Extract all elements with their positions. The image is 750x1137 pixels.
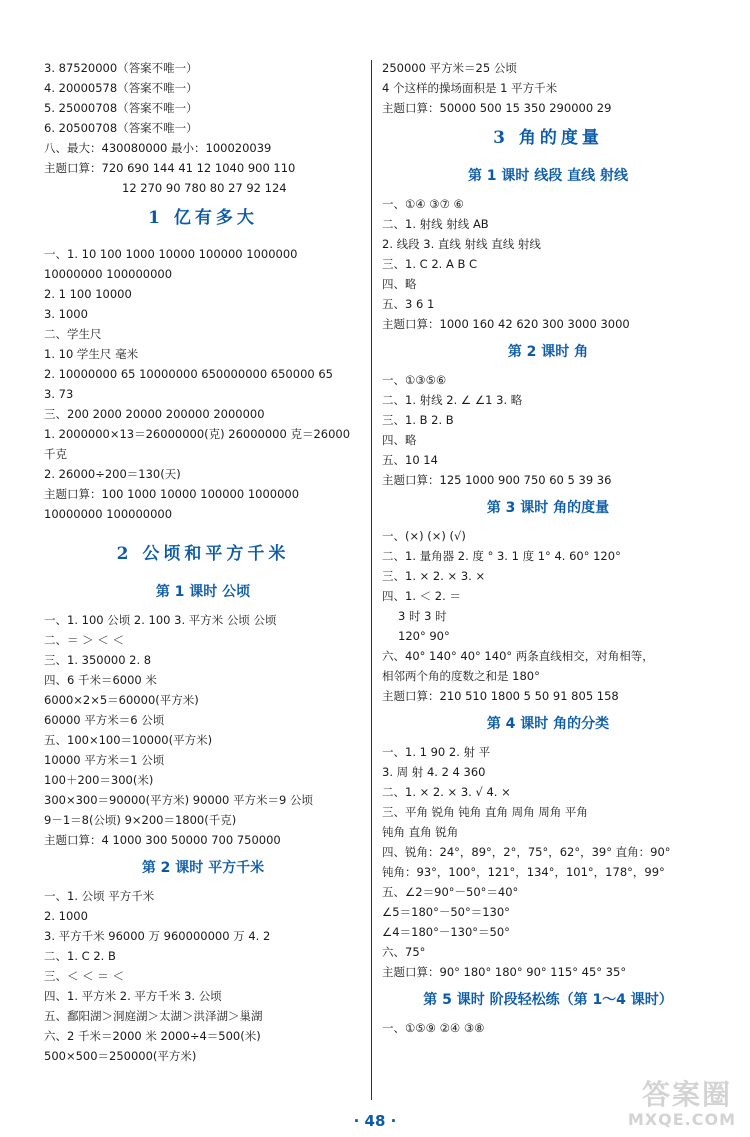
answer-line: 主题口算：1000 160 42 620 300 3000 3000 xyxy=(382,317,630,331)
answer-line: 二、1. 量角器 2. 度 ° 3. 1 度 1° 4. 60° 120° xyxy=(382,549,621,563)
answer-line: 3. 87520000（答案不唯一） xyxy=(44,61,198,75)
answer-line: 10000000 100000000 xyxy=(44,267,173,281)
unit-1-title: 1 亿有多大 xyxy=(148,208,258,228)
answer-line: 3. 1000 xyxy=(44,307,88,321)
answer-line: 三、200 2000 20000 200000 2000000 xyxy=(44,407,265,421)
answer-line: 120° 90° xyxy=(398,629,450,643)
answer-line: 6. 20500708（答案不唯一） xyxy=(44,121,198,135)
answer-line: 主题口算：4 1000 300 50000 700 750000 xyxy=(44,833,281,847)
answer-line: 四、锐角：24°，89°，2°，75°，62°，39° 直角：90° xyxy=(382,845,671,859)
answer-line: 60000 平方米＝6 公顷 xyxy=(44,713,165,727)
answer-line: 二、＝ ＞ ＜ ＜ xyxy=(44,633,124,647)
lesson-title: 第 2 课时 角 xyxy=(507,344,589,360)
answer-line: 二、学生尺 xyxy=(44,327,102,341)
answer-line: 三、1. B 2. B xyxy=(382,413,454,427)
answer-line: 三、1. C 2. A B C xyxy=(382,257,478,271)
answer-line: 主题口算：210 510 1800 5 50 91 805 158 xyxy=(382,689,619,703)
answer-line: 一、(×) (×) (√) xyxy=(382,529,466,543)
answer-line: 3. 平方千米 96000 万 960000000 万 4. 2 xyxy=(44,929,271,943)
answer-line: 五、3 6 1 xyxy=(382,297,435,311)
answer-line: 9－1＝8(公顷) 9×200＝1800(千克) xyxy=(44,813,237,827)
answer-line: 一、①③⑤⑥ xyxy=(382,373,447,387)
answer-line: 3. 73 xyxy=(44,387,74,401)
answer-line: 二、1. × 2. × 3. √ 4. × xyxy=(382,785,511,799)
answer-line: 相邻两个角的度数之和是 180° xyxy=(382,669,540,683)
lesson-title: 第 2 课时 平方千米 xyxy=(141,860,265,876)
lesson-title: 第 1 课时 线段 直线 射线 xyxy=(467,168,629,184)
answer-line: 二、1. C 2. B xyxy=(44,949,116,963)
answer-line: 钝角：93°，100°，121°，134°，101°，178°，99° xyxy=(382,865,665,879)
left-column xyxy=(44,58,362,1066)
answer-line: 1. 10 学生尺 毫米 xyxy=(44,347,139,361)
answer-line: 四、1. ＜ 2. ＝ xyxy=(382,589,461,603)
answer-line: 六、2 千米＝2000 米 2000÷4＝500(米) xyxy=(44,1029,261,1043)
answer-line: 五、鄱阳湖＞洞庭湖＞太湖＞洪泽湖＞巢湖 xyxy=(44,1009,263,1023)
answer-line: 250000 平方米＝25 公顷 xyxy=(382,61,517,75)
answer-line: 10000000 100000000 xyxy=(44,507,173,521)
answer-line: 6000×2×5＝60000(平方米) xyxy=(44,693,199,707)
answer-line: 2. 1 100 10000 xyxy=(44,287,132,301)
answer-line: 五、10 14 xyxy=(382,453,438,467)
answer-line: 500×500＝250000(平方米) xyxy=(44,1049,197,1063)
answer-line: 100＋200＝300(米) xyxy=(44,773,154,787)
answer-line: 4 个这样的操场面积是 1 平方千米 xyxy=(382,81,558,95)
answer-line: 钝角 直角 锐角 xyxy=(382,825,459,839)
answer-line: ∠4＝180°－130°＝50° xyxy=(382,925,510,939)
lesson-title: 第 4 课时 角的分类 xyxy=(486,716,610,732)
answer-line: 三、1. 350000 2. 8 xyxy=(44,653,152,667)
answer-line: 千克 xyxy=(44,447,67,461)
answer-line: 三、1. × 2. × 3. × xyxy=(382,569,486,583)
answer-line: 三、平角 锐角 钝角 直角 周角 周角 平角 xyxy=(382,805,588,819)
answer-line: 主题口算：125 1000 900 750 60 5 39 36 xyxy=(382,473,612,487)
answer-line: 主题口算：50000 500 15 350 290000 29 xyxy=(382,101,612,115)
answer-line: 一、①⑤⑨ ②④ ③⑧ xyxy=(382,1021,485,1035)
answer-line: ∠5＝180°－50°＝130° xyxy=(382,905,510,919)
answer-line: 3 时 3 时 xyxy=(398,609,447,623)
lesson-title: 第 5 课时 阶段轻松练（第 1～4 课时） xyxy=(423,992,673,1008)
answer-line: 四、略 xyxy=(382,433,417,447)
answer-line: 一、1. 100 公顷 2. 100 3. 平方米 公顷 公顷 xyxy=(44,613,277,627)
answer-line: 二、1. 射线 2. ∠ ∠1 3. 略 xyxy=(382,393,523,407)
answer-line: 五、∠2＝90°－50°＝40° xyxy=(382,885,519,899)
watermark-text: 答案圈 xyxy=(641,1078,732,1111)
answer-line: 六、75° xyxy=(382,945,426,959)
answer-line: 四、6 千米＝6000 米 xyxy=(44,673,157,687)
lesson-title: 第 3 课时 角的度量 xyxy=(486,500,610,516)
lesson-title: 第 1 课时 公顷 xyxy=(155,584,251,600)
right-column xyxy=(382,58,714,1038)
answer-line: 一、1. 公顷 平方千米 xyxy=(44,889,155,903)
answer-line: 六、40° 140° 40° 140° 两条直线相交，对角相等， xyxy=(382,649,654,663)
watermark-logo xyxy=(602,1073,742,1131)
answer-line: 4. 20000578（答案不唯一） xyxy=(44,81,198,95)
answer-line: 12 270 90 780 80 27 92 124 xyxy=(122,181,287,195)
answer-line: 五、100×100＝10000(平方米) xyxy=(44,733,213,747)
answer-line: 一、①④ ③⑦ ⑥ xyxy=(382,197,464,211)
answer-line: 2. 1000 xyxy=(44,909,88,923)
answer-line: 10000 平方米＝1 公顷 xyxy=(44,753,165,767)
column-divider xyxy=(371,60,372,1100)
answer-line: 2. 10000000 65 10000000 650000000 650000 65 xyxy=(44,367,333,381)
answer-line: 主题口算：100 1000 10000 100000 1000000 xyxy=(44,487,300,501)
answer-line: 三、＜ ＜ ＝ ＜ xyxy=(44,969,124,983)
unit-3-title: 3 角的度量 xyxy=(493,128,603,148)
watermark-url: MXQE.COM xyxy=(627,1110,736,1129)
answer-line: 一、1. 1 90 2. 射 平 xyxy=(382,745,491,759)
unit-2-title: 2 公顷和平方千米 xyxy=(116,544,290,564)
answer-line: 1. 2000000×13＝26000000(克) 26000000 克＝26000 xyxy=(44,427,351,441)
answer-line: 四、1. 平方米 2. 平方千米 3. 公顷 xyxy=(44,989,222,1003)
answer-line: 八、最大：430080000 最小：100020039 xyxy=(44,141,272,155)
answer-line: 2. 线段 3. 直线 射线 直线 射线 xyxy=(382,237,541,251)
page-number: · 48 · xyxy=(353,1112,397,1130)
answer-line: 一、1. 10 100 1000 10000 100000 1000000 xyxy=(44,247,298,261)
answer-line: 300×300＝90000(平方米) 90000 平方米＝9 公顷 xyxy=(44,793,313,807)
answer-line: 主题口算：90° 180° 180° 90° 115° 45° 35° xyxy=(382,965,627,979)
answer-line: 3. 周 射 4. 2 4 360 xyxy=(382,765,486,779)
answer-line: 主题口算：720 690 144 41 12 1040 900 110 xyxy=(44,161,296,175)
answer-line: 5. 25000708（答案不唯一） xyxy=(44,101,198,115)
answer-line: 2. 26000÷200＝130(天) xyxy=(44,467,181,481)
answer-line: 二、1. 射线 射线 AB xyxy=(382,217,489,231)
answer-line: 四、略 xyxy=(382,277,417,291)
